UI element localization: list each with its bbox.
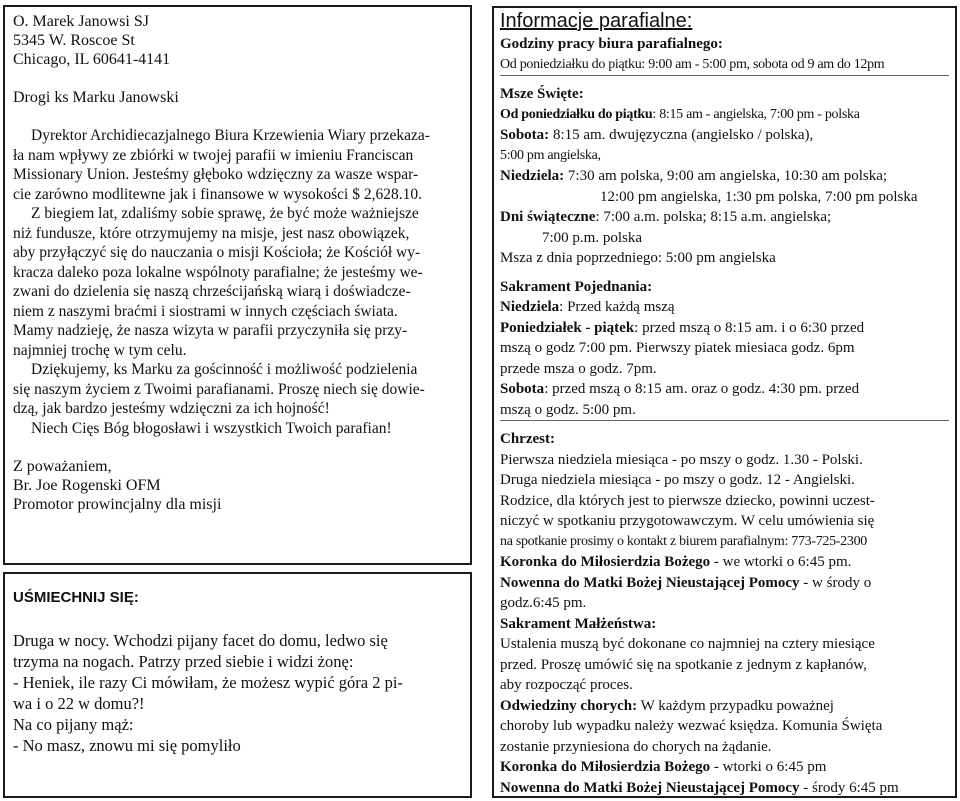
baptism-line: Pierwsza niedziela miesiąca - po mszy o godz. 1.30 - Polski. xyxy=(500,451,863,468)
letter-signature: Br. Joe Rogenski OFM xyxy=(13,477,161,494)
office-hours: Od poniedziałku do piątku: 9:00 am - 5:00 pm, sobota od 9 am do 12pm xyxy=(500,56,885,72)
letter-line: Niech Cięs Bóg błogosławi i wszystkich Twoich parafian! xyxy=(31,419,392,437)
letter-line: Mamy nadzieję, że nasza wizyta w parafii przyczyniła się przy- xyxy=(13,322,408,339)
letter-line: zwani do dzielenia się naszą chrześcijańską wiarą i doświadcze- xyxy=(13,283,411,300)
novena-label: Nowenna do Matki Bożej Nieustającej Pomocy xyxy=(500,574,800,591)
conf-weekday-text: mszą o godz 7:00 pm. Pierwszy piatek miesiaca godz. 6pm xyxy=(500,340,855,356)
smile-heading: UŚMIECHNIJ SIĘ: xyxy=(13,589,139,606)
letter-line: kracza daleko poza lokalne wspólnoty parafialne; że jesteśmy we- xyxy=(13,263,423,281)
letter-line: aby przyłączyć się do nauczania o misji Kościoła; że Kościół wy- xyxy=(13,244,421,261)
conf-saturday-text: mszą o godz. 5:00 pm. xyxy=(500,401,636,418)
novena-text: godz.6:45 pm. xyxy=(500,595,587,611)
address-line: O. Marek Janowsi SJ xyxy=(13,13,149,30)
baptism-heading: Chrzest: xyxy=(500,431,555,447)
letter-line: niem z naszymi braćmi i siostrami w innych częściach świata. xyxy=(13,302,398,320)
conf-sunday-label: Niedziela xyxy=(500,299,560,315)
conf-weekday-text: : przed mszą o 8:15 am. i o 6:30 przed xyxy=(634,319,865,336)
sunday-text: 12:00 pm angielska, 1:30 pm polska, 7:00 pm polska xyxy=(600,188,918,205)
address-line: Chicago, IL 60641-4141 xyxy=(13,51,171,68)
holy-days-label: Dni świąteczne xyxy=(500,209,596,225)
novena-text: - w środy o xyxy=(799,574,872,591)
conf-saturday-label: Sobota xyxy=(500,381,545,397)
conf-weekday-text: przede msza o godz. 7pm. xyxy=(500,360,657,377)
letter-line: niż fundusze, które otrzymujemy na misje, jest nasz obowiązek, xyxy=(13,224,410,242)
sick-visits-text: W każdym przypadku poważnej xyxy=(637,697,834,714)
baptism-line: Druga niedziela miesiąca - po mszy o godz. 12 - Angielski. xyxy=(500,472,855,488)
letter-line: najmniej trochę w tym celu. xyxy=(13,341,187,359)
letter-panel xyxy=(3,5,472,565)
sick-visits-text: zostanie przyniesiona do chorych na żądanie. xyxy=(500,738,772,755)
joke-line: wa i o 22 w domu?! xyxy=(13,694,145,713)
smile-panel xyxy=(3,572,472,798)
conf-sunday-text: : Przed każdą mszą xyxy=(559,299,675,315)
joke-line: - No masz, znowu mi się pomyliło xyxy=(13,736,241,755)
joke-line: - Heniek, ile razy Ci mówiłam, że możesz wypić góra 2 pi- xyxy=(13,673,403,692)
letter-line: dzą, jak bardzo jesteśmy wdzięczni za ich hojność! xyxy=(13,400,330,417)
letter-line: ła nam wpływy ze zbiórki w twojej parafii w imieniu Franciscan xyxy=(13,146,414,164)
letter-line: Z biegiem lat, zdaliśmy sobie sprawę, że być może ważniejsze xyxy=(31,205,419,222)
rosary-label: Koronka do Miłosierdzia Bożego xyxy=(500,554,711,570)
letter-closing: Z poważaniem, xyxy=(13,458,112,475)
saturday-text: 8:15 am. dwujęzyczna (angielsko / polska), xyxy=(549,127,814,143)
saturday-label: Sobota: xyxy=(500,127,550,143)
address-line: 5345 W. Roscoe St xyxy=(13,32,135,49)
info-title: Informacje parafialne: xyxy=(500,10,693,32)
joke-line: Na co pijany mąż: xyxy=(13,715,134,734)
letter-line: Missionary Union. Jesteśmy głęboko wdzięczny za wasze wspar- xyxy=(13,166,419,183)
conf-saturday-text: : przed mszą o 8:15 am. oraz o godz. 4:30 pm. przed xyxy=(544,381,860,397)
parish-info-panel xyxy=(492,6,957,798)
divider xyxy=(500,420,949,421)
rosary-text: - we wtorki o 6:45 pm. xyxy=(710,554,852,570)
vigil-mass: Msza z dnia poprzedniego: 5:00 pm angielska xyxy=(500,250,776,266)
marriage-line: przed. Proszę umówić się na spotkanie z jednym z kapłanów, xyxy=(500,656,867,673)
rosary-text: - wtorki o 6:45 pm xyxy=(710,759,827,775)
letter-line: cie zarówno modlitewne jak i finansowe w wysokości $ 2,628.10. xyxy=(13,185,422,203)
baptism-line: Rodzice, dla których jest to pierwsze dziecko, powinni uczest- xyxy=(500,492,875,509)
mass-heading: Msze Święte: xyxy=(500,86,584,102)
rosary-label: Koronka do Miłosierdzia Bożego xyxy=(500,759,711,775)
marriage-heading: Sakrament Małżeństwa: xyxy=(500,615,657,632)
baptism-line: niczyć w spotkaniu przygotowawczym. W celu umówienia się xyxy=(500,513,875,529)
office-heading: Godziny pracy biura parafialnego: xyxy=(500,36,723,52)
novena-text: - środy 6:45 pm xyxy=(799,779,899,796)
saturday-text: 5:00 pm angielska, xyxy=(500,147,601,163)
sunday-label: Niedziela: xyxy=(500,168,565,184)
letter-line: Dyrektor Archidiecazjalnego Biura Krzewienia Wiary przekaza- xyxy=(31,127,430,144)
novena-label: Nowenna do Matki Bożej Nieustającej Pomocy xyxy=(500,779,800,796)
marriage-line: aby rozpocząć proces. xyxy=(500,677,633,693)
confession-heading: Sakrament Pojednania: xyxy=(500,278,653,295)
letter-line: się naszym życiem z Twoimi parafianami. Proszę niech się dowie- xyxy=(13,380,425,398)
joke-line: Druga w nocy. Wchodzi pijany facet do domu, ledwo się xyxy=(13,631,388,650)
holy-days-text: 7:00 p.m. polska xyxy=(542,229,642,246)
sunday-text: 7:30 am polska, 9:00 am angielska, 10:30 am polska; xyxy=(564,168,888,184)
sick-visits-label: Odwiedziny chorych: xyxy=(500,697,638,714)
weekday-label: Od poniedziałku do piątku xyxy=(500,106,653,122)
letter-greeting: Drogi ks Marku Janowski xyxy=(13,89,179,106)
baptism-contact: na spotkanie prosimy o kontakt z biurem parafialnym: 773-725-2300 xyxy=(500,533,867,549)
weekday-text: : 8:15 am - angielska, 7:00 pm - polska xyxy=(652,106,860,122)
letter-line: Dziękujemy, ks Marku za gościnność i możliwość podzielenia xyxy=(31,361,418,378)
joke-line: trzyma na nogach. Patrzy przed siebie i widzi żonę: xyxy=(13,652,354,671)
conf-weekday-label: Poniedziałek - piątek xyxy=(500,319,635,336)
letter-role: Promotor prowincjalny dla misji xyxy=(13,496,222,513)
sick-visits-text: choroby lub wypadku należy wezwać księdza. Komunia Święta xyxy=(500,718,883,734)
holy-days-text: : 7:00 a.m. polska; 8:15 a.m. angielska; xyxy=(595,209,832,225)
marriage-line: Ustalenia muszą być dokonane co najmniej na cztery miesiące xyxy=(500,636,875,652)
divider xyxy=(500,75,949,76)
